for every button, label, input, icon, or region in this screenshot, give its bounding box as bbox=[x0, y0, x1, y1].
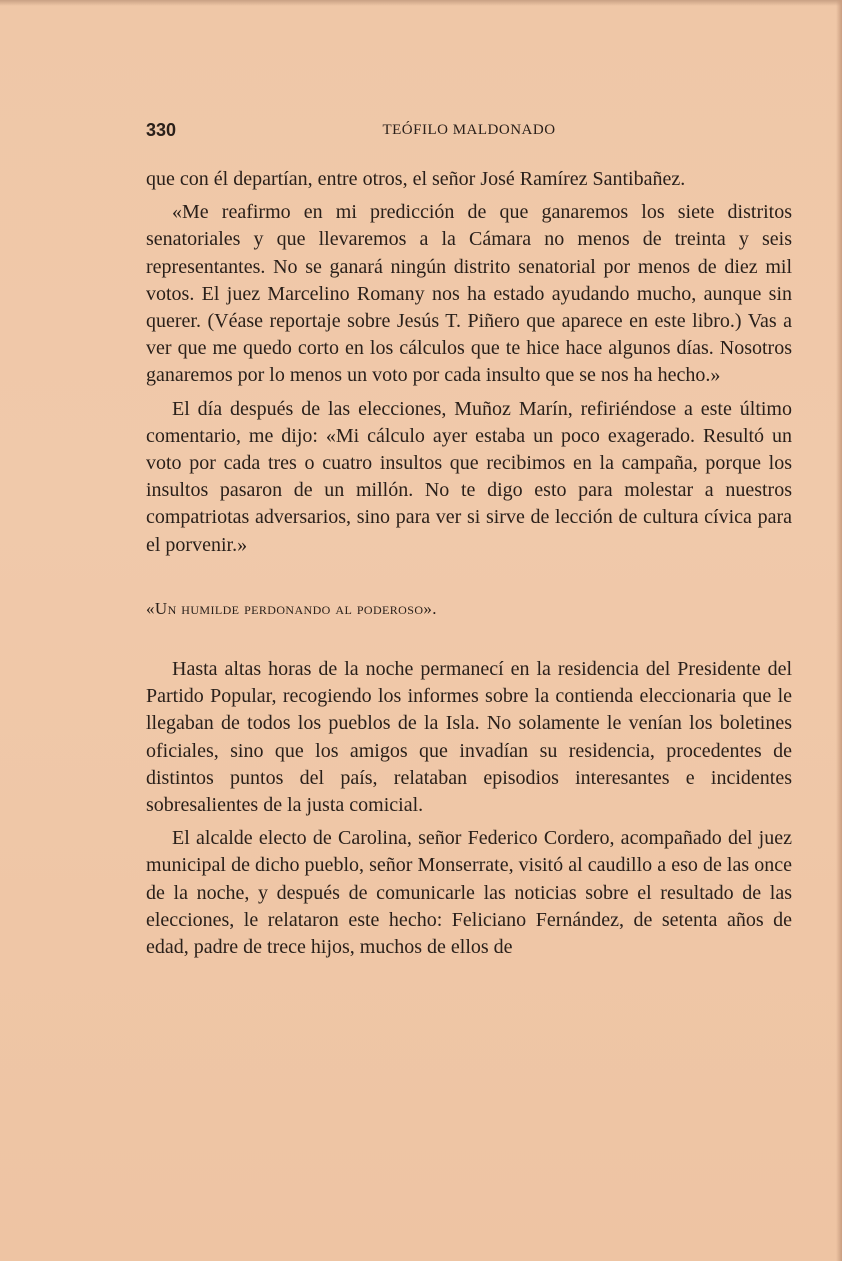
page-body bbox=[146, 166, 792, 967]
paragraph: El alcalde electo de Carolina, señor Federico Cordero, acompañado del juez municipal de dicho pueblo, señor Monserrate, visitó al caudillo a eso de las once de la noche, y después de comunicarle las noticias sobre el resultado de las elecciones, le relataron este hecho: Feliciano Fernández, de setenta años de edad, padre de trece hijos, muchos de ellos de bbox=[146, 827, 792, 959]
page-right-edge bbox=[836, 0, 842, 1261]
paragraph: que con él departían, entre otros, el señor José Ramírez Santibañez. bbox=[146, 168, 686, 190]
paragraph: Hasta altas horas de la noche permanecí en la residencia del Presidente del Partido Popular, recogiendo los informes sobre la contienda eleccionaria que le llegaban de todos los pueblos de la Isla. No solamente le venían los boletines oficiales, sino que los amigos que invadían su residencia, procedentes de distintos puntos del país, relataban episodios interesantes e incidentes sobresalientes de la justa comicial. bbox=[146, 658, 792, 817]
page-top-edge bbox=[0, 0, 842, 6]
page-number: 330 bbox=[146, 120, 177, 140]
page-header bbox=[146, 120, 792, 144]
running-head: TEÓFILO MALDONADO bbox=[382, 122, 556, 138]
paragraph: El día después de las elecciones, Muñoz Marín, refiriéndose a este último comentario, me dijo: «Mi cálculo ayer estaba un poco exagerado. Resultó un voto por cada tres o cuatro insultos que recibimos en la campaña, porque los insultos pasaron de un millón. No te digo esto para molestar a nuestros compatriotas adversarios, sino para ver si sirve de lección de cultura cívica para el porvenir.» bbox=[146, 397, 792, 556]
paragraph: «Me reafirmo en mi predicción de que ganaremos los siete distritos senatoriales y que llevaremos a la Cámara no menos de treinta y seis representantes. No se ganará ningún distrito senatorial por menos de diez mil votos. El juez Marcelino Romany nos ha estado ayudando mucho, aunque sin querer. (Véase reportaje sobre Jesús T. Piñero que aparece en este libro.) Vas a ver que me quedo corto en los cálculos que te hice hace algunos días. Nosotros ganaremos por lo menos un voto por cada insulto que se nos ha hecho.» bbox=[146, 201, 792, 387]
section-title: «Un humilde perdonando al poderoso». bbox=[146, 598, 437, 618]
